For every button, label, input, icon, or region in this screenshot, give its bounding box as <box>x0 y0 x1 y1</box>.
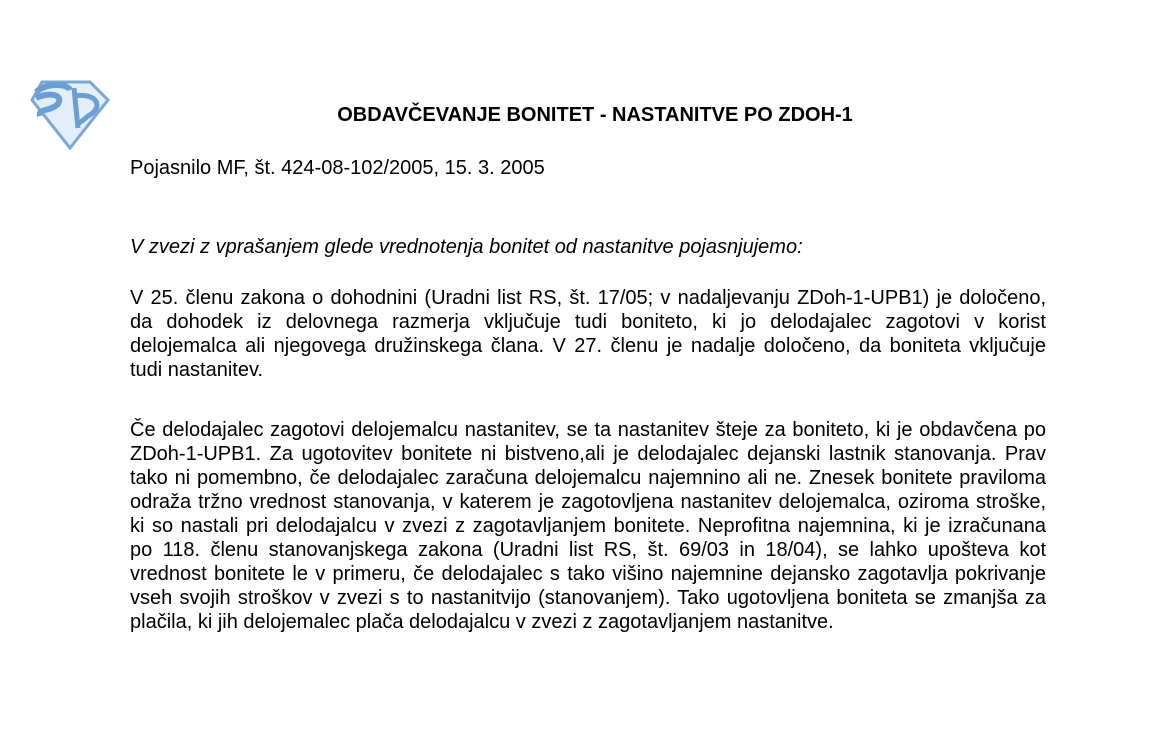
reference-line: Pojasnilo MF, št. 424-08-102/2005, 15. 3. 2005 <box>130 157 545 179</box>
paragraph: Če delodajalec zagotovi delojemalcu nastanitev, se ta nastanitev šteje za boniteto, ki je obdavčena po ZDoh-1-UPB1. Za ugotovitev bonitete ni bistveno,ali je delodajalec dejanski lastnik stanovanja. Prav tako ni pomembno, če delodajalec zaračuna delojemalcu najemnino ali ne. Znesek bonitete praviloma odraža tržno vrednost stanovanja, v katerem je zagotovljena nastanitev delojemalca, oziroma stroške, ki so nastali pri delodajalcu v zvezi z zagotavljanjem bonitete. Neprofitna najemnina, ki je izračunana po 118. členu stanovanjskega zakona (Uradni list RS, št. 69/03 in 18/04), se lahko upošteva kot vrednost bonitete le v primeru, če delodajalec s tako višino najemnine dejansko zagotavlja pokrivanje vseh svojih stroškov v zvezi s to nastanitvijo (stanovanjem). Tako ugotovljena boniteta se zmanjša za plačila, ki jih delojemalec plača delodajalcu v zvezi z zagotavljanjem nastanitve. <box>130 419 1046 633</box>
document-title: OBDAVČEVANJE BONITET - NASTANITVE PO ZDOH-1 <box>337 104 853 126</box>
intro-line: V zvezi z vprašanjem glede vrednotenja bonitet od nastanitve pojasnjujemo: <box>130 236 803 258</box>
paragraph: V 25. členu zakona o dohodnini (Uradni list RS, št. 17/05; v nadaljevanju ZDoh-1-UPB1) je določeno, da dohodek iz delovnega razmerja vključuje tudi boniteto, ki jo delodajalec zagotovi v korist delojemalca ali njegovega družinskega člana. V 27. členu je nadalje določeno, da boniteta vključuje tudi nastanitev. <box>130 287 1046 381</box>
